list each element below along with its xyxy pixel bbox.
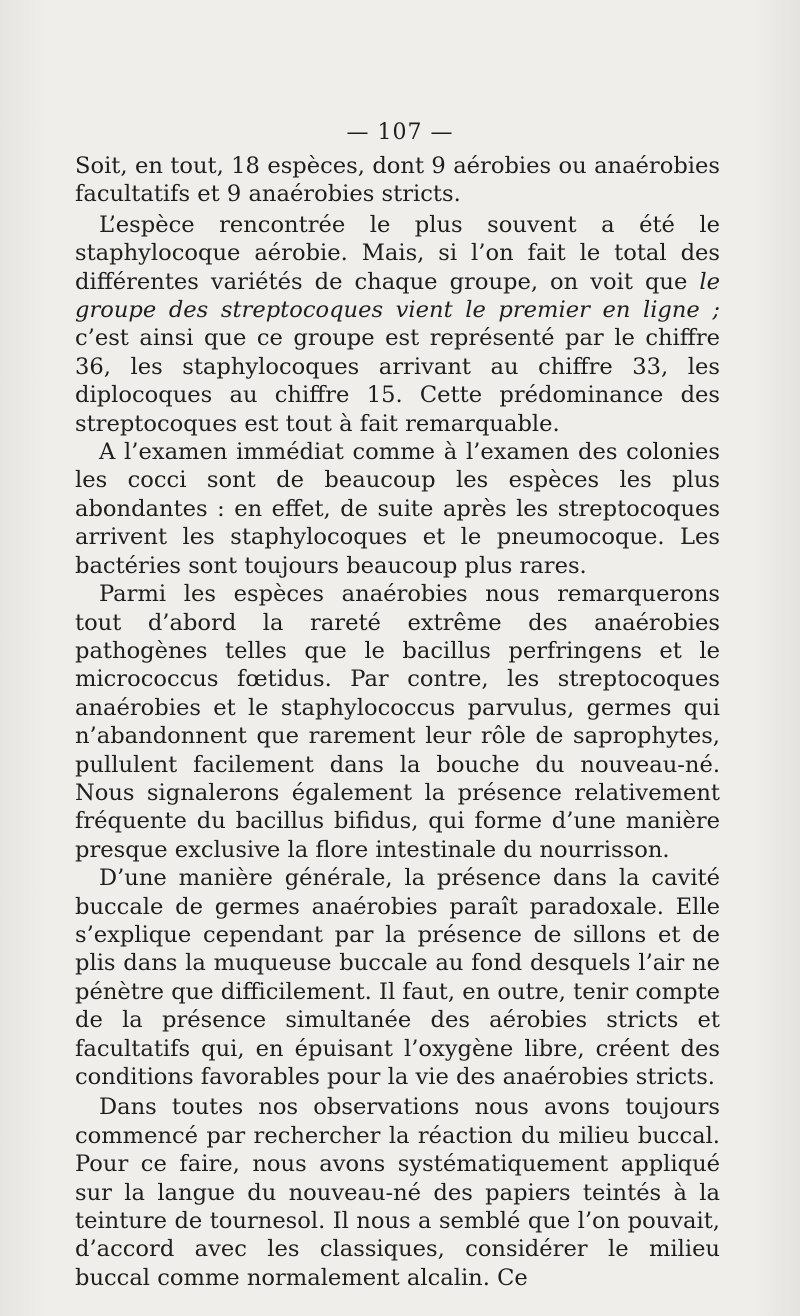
page-number: — 107 — (346, 120, 454, 145)
paragraph-2-text-before: L’espèce rencontrée le plus souvent a été le staphylocoque aérobie. Mais, si l’on fait le total des différentes variétés de chaque groupe, on voit que (75, 211, 720, 295)
body-text (75, 152, 720, 1292)
paragraph-2-emphasis: le groupe des streptocoques vient le premier en ligne ; (75, 268, 720, 324)
paragraph-2 (75, 211, 720, 438)
paragraph-2-text-after: c’est ainsi que ce groupe est représenté par le chiffre 36, les staphylocoques arrivant au chiffre 33, les diplocoques au chiffre 15. Cette prédominance des streptocoques est tout à fait remarquable. (75, 325, 720, 437)
paragraph-3: A l’examen immédiat comme à l’examen des colonies les cocci sont de beaucoup les espèces les plus abondantes : en effet, de suite après les streptocoques arrivent les staphylocoques et le pneumocoque. Les bactéries sont toujours beaucoup plus rares. (75, 439, 720, 579)
paragraph-4: Parmi les espèces anaérobies nous remarquerons tout d’abord la rareté extrême des anaérobies pathogènes telles que le bacillus perfringens et le micrococcus fœtidus. Par contre, les streptocoques anaérobies et le staphylococcus parvulus, germes qui n’abandonnent que rarement leur rôle de saprophytes, pullulent facilement dans la bouche du nouveau-né. Nous signalerons également la présence relativement fréquente du bacillus bifidus, qui forme d’une manière presque exclusive la flore intestinale du nourrisson. (75, 581, 720, 863)
paragraph-6: Dans toutes nos observations nous avons toujours commencé par rechercher la réaction du milieu buccal. Pour ce faire, nous avons systématiquement appliqué sur la langue du nouveau-né des papiers teintés à la teinture de tournesol. Il nous a semblé que l’on pouvait, d’accord avec les classiques, considérer le milieu buccal comme normalement alcalin. Ce (75, 1094, 720, 1291)
paragraph-5: D’une manière générale, la présence dans la cavité buccale de germes anaérobies paraît paradoxale. Elle s’explique cependant par la présence de sillons et de plis dans la muqueuse buccale au fond desquels l’air ne pénètre que difficilement. Il faut, en outre, tenir compte de la présence simultanée des aérobies stricts et facultatifs qui, en épuisant l’oxygène libre, créent des conditions favorables pour la vie des anaérobies stricts. (75, 865, 720, 1090)
paragraph-1: Soit, en tout, 18 espèces, dont 9 aérobies ou anaérobies facultatifs et 9 anaérobies stricts. (75, 153, 720, 208)
